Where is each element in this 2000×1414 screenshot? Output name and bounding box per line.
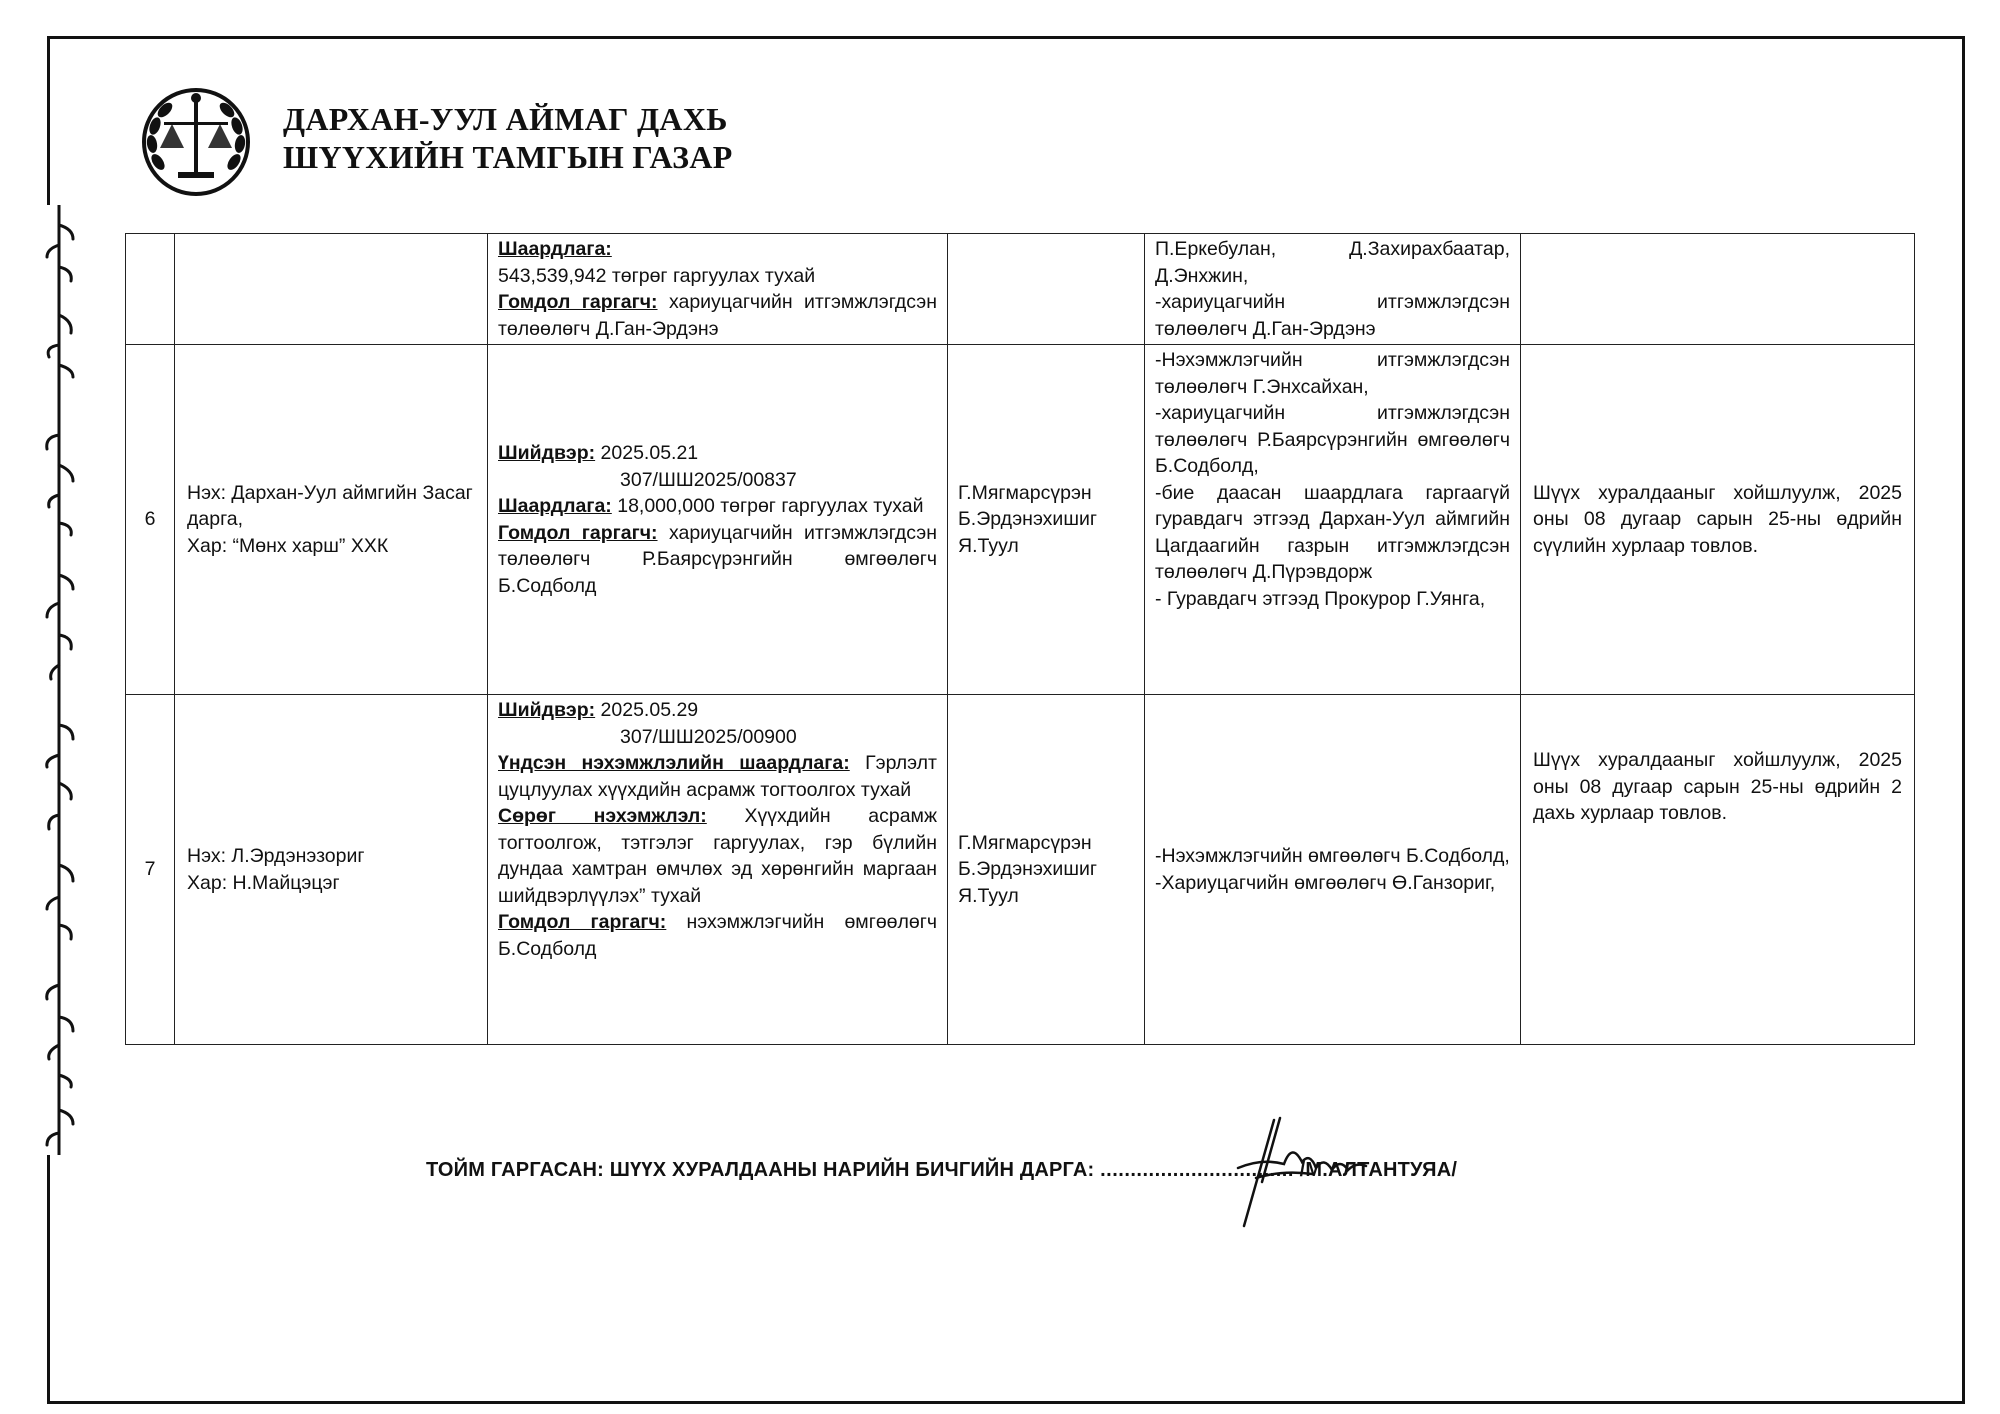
judge-name: Г.Мягмарсүрэн bbox=[958, 831, 1092, 854]
org-title-line2: ШҮҮХИЙН ТАМГЫН ГАЗАР bbox=[283, 139, 733, 175]
judge-name: Г.Мягмарсүрэн bbox=[958, 481, 1092, 504]
case-parties bbox=[175, 234, 488, 345]
signature-icon bbox=[1232, 1112, 1392, 1230]
plaintiff: Нэх: Л.Эрдэнэзориг bbox=[187, 845, 365, 867]
organization-title bbox=[283, 100, 733, 176]
case-participants: -Нэхэмжлэгчийн итгэмжлэгдсэн төлөөлөгч Г.Энхсайхан, -хариуцагчийн итгэмжлэгдсэн төлөөлөгч Р.Баярсүрэнгийн өмгөөлөгч Б.Содболд, -бие даасан шаардлага гаргаагүй гуравдагч этгээд Дархан-Уул аймгийн Цагдаагийн газрын итгэмжлэгдсэн төлөөлөгч Д.Пүрэвдорж - Гуравдагч этгээд Прокурор Г.Уянга, bbox=[1145, 345, 1521, 695]
case-claim bbox=[488, 234, 948, 345]
claim-text: 18,000,000 төгрөг гаргуулах тухай bbox=[617, 495, 924, 517]
case-parties bbox=[175, 345, 488, 695]
claim-line bbox=[498, 493, 937, 520]
complainant-line bbox=[498, 520, 937, 600]
margin-script-icon bbox=[38, 205, 80, 1155]
case-judges bbox=[948, 345, 1145, 695]
claim-label: Шаардлага: bbox=[498, 238, 612, 260]
clerk-name: /М.АЛТАНТУЯА/ bbox=[1299, 1159, 1458, 1181]
case-claim bbox=[488, 345, 948, 695]
defendant: Хар: Н.Майцэцэг bbox=[187, 871, 340, 894]
org-title-line1: ДАРХАН-УУЛ АЙМАГ ДАХЬ bbox=[283, 101, 728, 137]
case-number: 6 bbox=[126, 345, 175, 695]
table-row bbox=[126, 234, 1915, 345]
judge-name: Б.Эрдэнэхишиг bbox=[958, 858, 1097, 881]
judge-name: Я.Туул bbox=[958, 884, 1019, 907]
case-result bbox=[1521, 234, 1915, 345]
case-judges bbox=[948, 234, 1145, 345]
decision-number: 307/ШШ2025/00837 bbox=[620, 468, 797, 491]
decision-line bbox=[498, 697, 937, 724]
complainant-text: хариуцагчийн итгэмжлэгдсэн төлөөлөгч Р.Баярсүрэнгийн өмгөөлөгч Б.Содболд bbox=[498, 521, 937, 597]
complainant-label: Гомдол гаргагч: bbox=[498, 291, 658, 313]
decision-label: Шийдвэр: bbox=[498, 442, 596, 464]
complainant-text: хариуцагчийн итгэмжлэгдсэн төлөөлөгч Д.Ган-Эрдэнэ bbox=[498, 291, 937, 340]
case-number bbox=[126, 234, 175, 345]
claim-line bbox=[498, 236, 937, 263]
table-row bbox=[126, 695, 1915, 1045]
complainant-line bbox=[498, 909, 937, 962]
complainant-label: Гомдол гаргагч: bbox=[498, 911, 667, 933]
case-parties bbox=[175, 695, 488, 1045]
court-emblem-icon bbox=[138, 82, 254, 200]
claim-line bbox=[498, 750, 937, 803]
complainant-text: нэхэмжлэгчийн өмгөөлөгч Б.Содболд bbox=[498, 911, 938, 960]
complainant-line bbox=[498, 289, 937, 342]
plaintiff: Нэх: Дархан-Уул аймгийн Засаг дарга, bbox=[187, 481, 473, 531]
case-participants: -Нэхэмжлэгчийн өмгөөлөгч Б.Содболд, -Хариуцагчийн өмгөөлөгч Ө.Ганзориг, bbox=[1145, 695, 1521, 1045]
claim-label: Үндсэн нэхэмжлэлийн шаардлага: bbox=[498, 752, 850, 774]
counterclaim-line bbox=[498, 803, 937, 909]
claim-text: Гэрлэлт цуцлуулах хүүхдийн асрамж тогтоолгох тухай bbox=[498, 752, 937, 801]
footer-label: ТОЙМ ГАРГАСАН: ШҮҮХ ХУРАЛДААНЫ НАРИЙН БИЧГИЙН ДАРГА: bbox=[426, 1159, 1095, 1181]
case-schedule-table bbox=[125, 233, 1915, 1045]
defendant: Хар: “Мөнх харш” ХХК bbox=[187, 534, 389, 557]
case-number: 7 bbox=[126, 695, 175, 1045]
case-result bbox=[1521, 345, 1915, 695]
table-row bbox=[126, 345, 1915, 695]
decision-label: Шийдвэр: bbox=[498, 699, 596, 721]
signature-dots: ................................ bbox=[1100, 1159, 1294, 1181]
claim-text: 543,539,942 төгрөг гаргуулах тухай bbox=[498, 264, 816, 287]
judge-name: Я.Туул bbox=[958, 534, 1019, 557]
result-text: Шүүх хуралдааныг хойшлуулж, 2025 оны 08 дугаар сарын 25-ны өдрийн сүүлийн хурлаар товлов. bbox=[1533, 481, 1902, 557]
case-judges bbox=[948, 695, 1145, 1045]
case-claim bbox=[488, 695, 948, 1045]
case-result bbox=[1521, 695, 1915, 1045]
case-participants: П.Еркебулан, Д.Захирахбаатар, Д.Энхжин, -хариуцагчийн итгэмжлэгдсэн төлөөлөгч Д.Ган-Эрдэнэ bbox=[1145, 234, 1521, 345]
counterclaim-label: Сөрөг нэхэмжлэл: bbox=[498, 805, 707, 827]
result-text: Шүүх хуралдааныг хойшлуулж, 2025 оны 08 дугаар сарын 25-ны өдрийн 2 дахь хурлаар товлов. bbox=[1533, 749, 1902, 824]
judge-name: Б.Эрдэнэхишиг bbox=[958, 508, 1097, 531]
complainant-label: Гомдол гаргагч: bbox=[498, 521, 658, 544]
decision-line bbox=[498, 440, 937, 467]
claim-label: Шаардлага: bbox=[498, 495, 612, 517]
decision-date: 2025.05.29 bbox=[600, 699, 699, 721]
decision-date: 2025.05.21 bbox=[600, 442, 699, 464]
counterclaim-text: Хүүхдийн асрамж тогтоолгож, тэтгэлэг гаргуулах, гэр бүлийн дундаа хамтран өмчлөх эд хөрөнгийн маргаан шийдвэрлүүлэх” тухай bbox=[498, 805, 938, 907]
decision-number: 307/ШШ2025/00900 bbox=[620, 725, 797, 748]
